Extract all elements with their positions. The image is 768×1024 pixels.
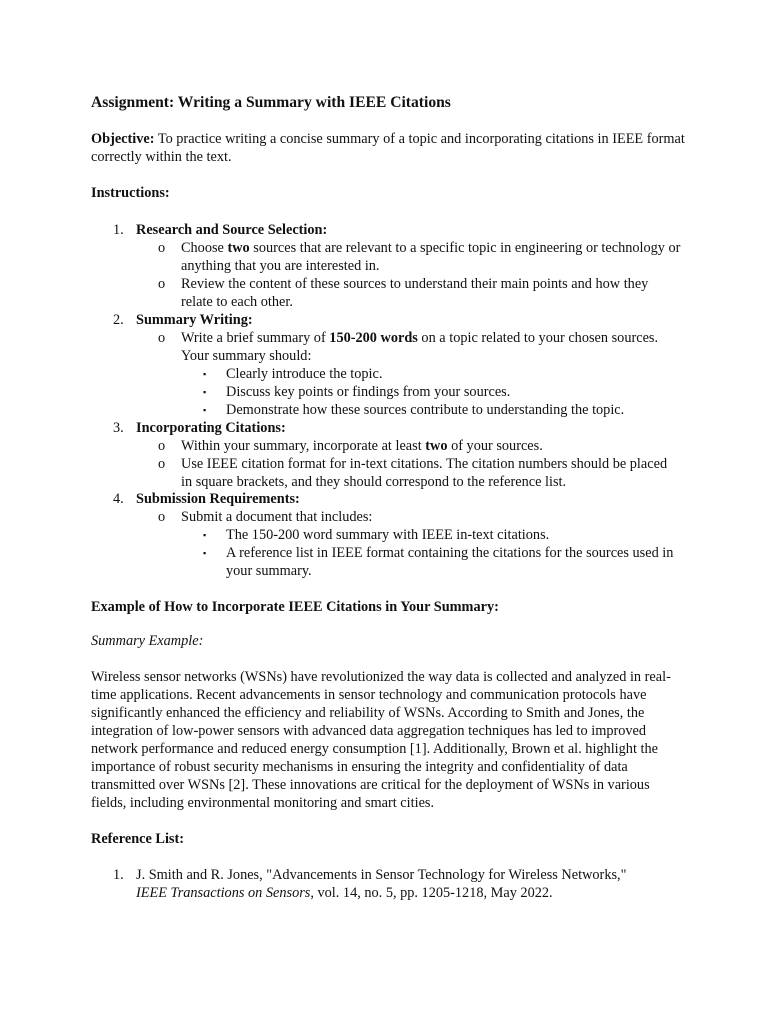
step-number: 3. — [113, 420, 124, 436]
sub-item-text: Write a brief summary of — [181, 330, 330, 346]
reference-details: , vol. 14, no. 5, pp. 1205-1218, May 2022. — [310, 885, 553, 901]
sub-item-text: on a topic related to your chosen sources. Your summary should: — [181, 330, 659, 364]
sub-item-emphasis: two — [425, 438, 448, 454]
step-title: Summary Writing: — [136, 312, 253, 328]
step-title: Submission Requirements: — [136, 491, 300, 507]
bullet-marker: ▪ — [203, 387, 207, 397]
summary-example-label: Summary Example: — [91, 633, 204, 649]
sub-item-text: Submit a document that includes: — [181, 509, 373, 525]
bullet-text: Discuss key points or findings from your sources. — [226, 384, 511, 400]
objective-paragraph — [91, 130, 691, 166]
bullet-marker: ▪ — [203, 548, 207, 558]
sub-item-marker: o — [158, 509, 166, 525]
bullet-text: Demonstrate how these sources contribute to understanding the topic. — [226, 402, 625, 418]
sub-item — [181, 437, 681, 455]
step-number: 1. — [113, 222, 124, 238]
objective-text: To practice writing a concise summary of a topic and incorporating citations in IEEE format correctly within the text. — [91, 131, 685, 165]
sub-item-marker: o — [158, 276, 166, 292]
step-title: Research and Source Selection: — [136, 222, 328, 238]
bullet-marker: ▪ — [203, 405, 207, 415]
objective-label: Objective: — [91, 131, 155, 147]
sub-item-marker: o — [158, 438, 166, 454]
reference-list-heading: Reference List: — [91, 831, 185, 847]
example-heading: Example of How to Incorporate IEEE Citations in Your Summary: — [91, 599, 499, 615]
sub-item-marker: o — [158, 456, 166, 472]
sub-item-marker: o — [158, 240, 166, 256]
sub-item-text: Choose — [181, 240, 228, 256]
sub-item — [181, 329, 681, 365]
summary-paragraph: Wireless sensor networks (WSNs) have revolutionized the way data is collected and analyzed in real-time applications. Recent advancements in sensor technology and communication protocols have significantly enhanced the efficiency and reliability of WSNs. According to Smith and Jones, the integration of low-power sensors with advanced data aggregation techniques has led to improved network performance and reduced energy consumption [1]. Additionally, Brown et al. highlight the importance of robust security mechanisms in ensuring the integrity and confidentiality of data transmitted over WSNs [2]. These innovations are critical for the deployment of WSNs in various fields, including environmental monitoring and smart cities. — [91, 669, 671, 811]
sub-item-emphasis: 150-200 words — [329, 330, 418, 346]
sub-item-text: sources that are relevant to a specific topic in engineering or technology or anything that you are interested in. — [181, 240, 681, 274]
reference-entry — [136, 866, 696, 902]
sub-item-emphasis: two — [227, 240, 250, 256]
step-title: Incorporating Citations: — [136, 420, 286, 436]
sub-item-text: Review the content of these sources to understand their main points and how they relate to each other. — [181, 276, 649, 310]
reference-authors: J. Smith and R. Jones, "Advancements in Sensor Technology for Wireless Networks," — [136, 867, 627, 883]
sub-item-text: of your sources. — [447, 438, 543, 454]
sub-item-text: Use IEEE citation format for in-text citations. The citation numbers should be placed in square brackets, and they should correspond to the reference list. — [181, 456, 668, 490]
sub-item — [181, 239, 681, 275]
bullet-text: A reference list in IEEE format containing the citations for the sources used in your summary. — [226, 545, 674, 579]
sub-item-marker: o — [158, 330, 166, 346]
instructions-heading: Instructions: — [91, 185, 170, 201]
step-number: 2. — [113, 312, 124, 328]
bullet-marker: ▪ — [203, 530, 207, 540]
page-title: Assignment: Writing a Summary with IEEE Citations — [91, 94, 451, 111]
sub-item-text: Within your summary, incorporate at least — [181, 438, 426, 454]
bullet-text: The 150-200 word summary with IEEE in-text citations. — [226, 527, 550, 543]
bullet-marker: ▪ — [203, 369, 207, 379]
step-number: 4. — [113, 491, 124, 507]
reference-journal: IEEE Transactions on Sensors — [136, 885, 311, 901]
bullet-text: Clearly introduce the topic. — [226, 366, 383, 382]
reference-number: 1. — [113, 867, 124, 883]
